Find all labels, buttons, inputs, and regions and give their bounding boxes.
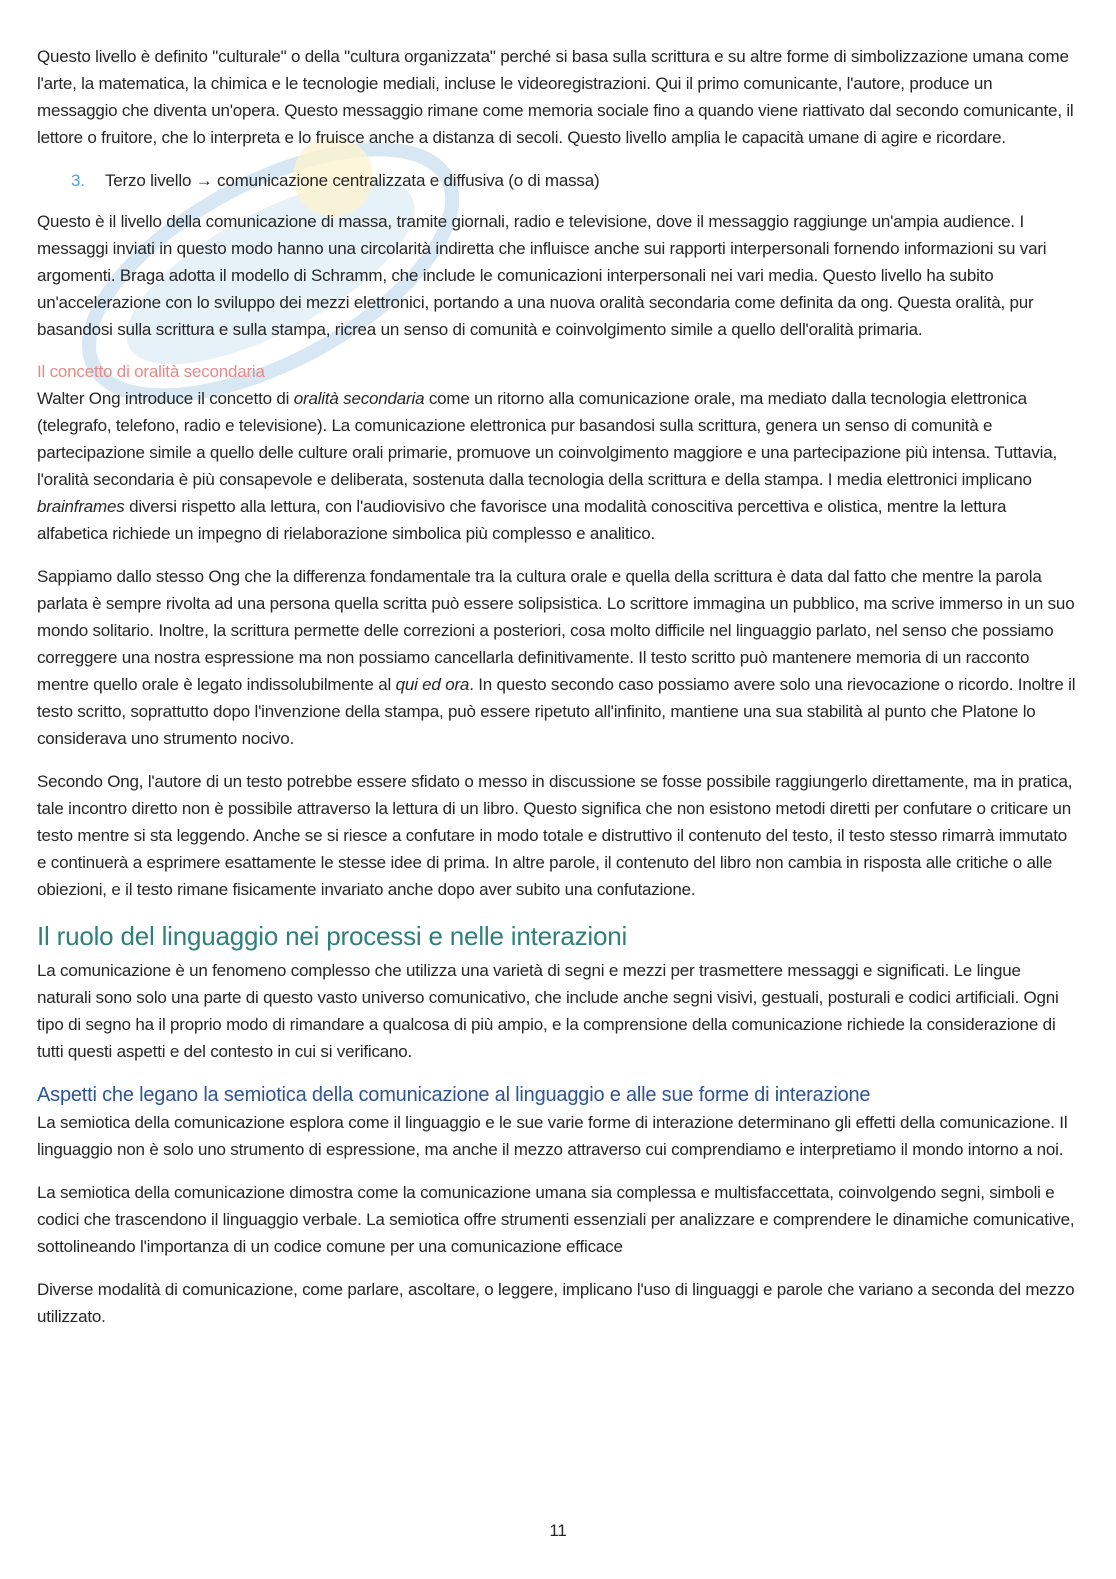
paragraph-modalita: Diverse modalità di comunicazione, come parlare, ascoltare, o leggere, implicano l'uso di linguaggi e parole che variano a seconda del mezzo utilizzato.	[37, 1280, 1075, 1326]
document-body	[37, 43, 1077, 1346]
list-item-text: Terzo livello → comunicazione centralizzata e diffusiva (o di massa)	[105, 171, 600, 190]
text-span: Walter Ong introduce il concetto di	[37, 389, 294, 408]
list-item-third-level	[37, 167, 1077, 194]
paragraph-semiotica-explores: La semiotica della comunicazione esplora come il linguaggio e le sue varie forme di interazione determinano gli effetti della comunicazione. Il linguaggio non è solo uno strumento di espressione, ma anche il mezzo attraverso cui comprendiamo e interpretiamo il mondo intorno a noi.	[37, 1113, 1068, 1159]
text-span: Sappiamo dallo stesso Ong che la differenza fondamentale tra la cultura orale e quella della scrittura è data dal fatto che mentre la parola parlata è sempre rivolta ad una persona quella scritta può essere solipsistica. Lo scrittore immagina un pubblico, ma scrive immerso in un suo mondo solitario. Inoltre, la scrittura permette delle correzioni a posteriori, cosa molto difficile nel linguaggio parlato, nel senso che possiamo correggere una nostra espressione ma non possiamo cancellarla definitivamente. Il testo scritto può mantenere memoria di un racconto mentre quello orale è legato indissolubilmente al	[37, 567, 1075, 694]
paragraph-communication-complex: La comunicazione è un fenomeno complesso che utilizza una varietà di segni e mezzi per trasmettere messaggi e significati. Le lingue naturali sono solo una parte di questo vasto universo comunicativo, che include anche segni visivi, gestuali, posturali e codici artificiali. Ogni tipo di segno ha il proprio modo di rimandare a qualcosa di più ampio, e la comprensione della comunicazione richiede la considerazione di tutti questi aspetti e del contesto in cui si verificano.	[37, 961, 1059, 1061]
list-number: 3.	[71, 171, 85, 190]
text-span: . In questo secondo caso possiamo avere solo una rievocazione o ricordo. Inoltre il testo scritto, soprattutto dopo l'invenzione della stampa, può essere ripetuto all'infinito, mantiene una sua stabilità al punto che Platone lo considerava uno strumento nocivo.	[37, 675, 1076, 748]
emphasis-brainframes: brainframes	[37, 497, 125, 516]
paragraph-semiotica-demonstrates: La semiotica della comunicazione dimostra come la comunicazione umana sia complessa e multisfaccettata, coinvolgendo segni, simboli e codici che trascendono il linguaggio verbale. La semiotica offre strumenti essenziali per analizzare e comprendere le dinamiche comunicative, sottolineando l'importanza di un codice comune per una comunicazione efficace	[37, 1183, 1075, 1256]
paragraph-walter-ong	[37, 385, 1077, 547]
text-span: come un ritorno alla comunicazione orale, ma mediato dalla tecnologia elettronica (telegrafo, telefono, radio e televisione). La comunicazione elettronica pur basandosi sulla scrittura, genera un senso di comunità e partecipazione simile a quello delle culture orali primarie, promuove un coinvolgimento maggiore e una partecipazione più intensa. Tuttavia, l'oralità secondaria è più consapevole e deliberata, sostenuta dalla tecnologia della scrittura e della stampa. I media elettronici implicano	[37, 389, 1057, 489]
paragraph-cultural-level: Questo livello è definito "culturale" o della "cultura organizzata" perché si basa sulla scrittura e su altre forme di simbolizzazione umana come l'arte, la matematica, la chimica e le tecnologie mediali, incluse le videoregistrazioni. Qui il primo comunicante, l'autore, produce un messaggio che diventa un'opera. Questo messaggio rimane come memoria sociale fino a quando viene riattivato dal secondo comunicante, il lettore o fruitore, che lo interpreta e lo fruisce anche a distanza di secoli. Questo livello amplia le capacità umane di agire e ricordare.	[37, 47, 1074, 147]
heading-aspetti-semiotica: Aspetti che legano la semiotica della comunicazione al linguaggio e alle sue forme di interazione	[37, 1084, 871, 1106]
page-number: 11	[549, 1521, 567, 1540]
paragraph-ong-difference	[37, 563, 1077, 752]
emphasis-oralita: oralità secondaria	[293, 389, 425, 408]
emphasis-qui-ed-ora: qui ed ora	[395, 675, 470, 694]
paragraph-mass-communication: Questo è il livello della comunicazione di massa, tramite giornali, radio e televisione, dove il messaggio raggiunge un'ampia audience. I messaggi inviati in questo modo hanno una circolarità indiretta che influisce anche sui rapporti interpersonali fornendo informazioni su vari argomenti. Braga adotta il modello di Schramm, che include le comunicazioni interpersonali nei vari media. Questo livello ha subito un'accelerazione con lo sviluppo dei mezzi elettronici, portando a una nuova oralità secondaria come definita da ong. Questa oralità, pur basandosi sulla scrittura e sulla stampa, ricrea un senso di comunità e coinvolgimento simile a quello dell'oralità primaria.	[37, 212, 1047, 339]
heading-oralita-secondaria: Il concetto di oralità secondaria	[37, 362, 265, 381]
text-span: diversi rispetto alla lettura, con l'audiovisivo che favorisce una modalità conoscitiva percettiva e olistica, mentre la lettura alfabetica richiede un impegno di rielaborazione simbolica più complesso e analitico.	[37, 497, 1007, 543]
paragraph-ong-author: Secondo Ong, l'autore di un testo potrebbe essere sfidato o messo in discussione se fosse possibile raggiungerlo direttamente, ma in pratica, tale incontro diretto non è possibile attraverso la lettura di un libro. Questo significa che non esistono metodi diretti per confutare o criticare un testo mentre si sta leggendo. Anche se si riesce a confutare in modo totale e distruttivo il contenuto del testo, il testo stesso rimarrà immutato e continuerà a esprimere esattamente le stesse idee di prima. In altre parole, il contenuto del libro non cambia in risposta alle critiche o alle obiezioni, e il testo rimane fisicamente invariato anche dopo aver subito una confutazione.	[37, 772, 1073, 899]
heading-ruolo-linguaggio: Il ruolo del linguaggio nei processi e nelle interazioni	[37, 921, 628, 951]
